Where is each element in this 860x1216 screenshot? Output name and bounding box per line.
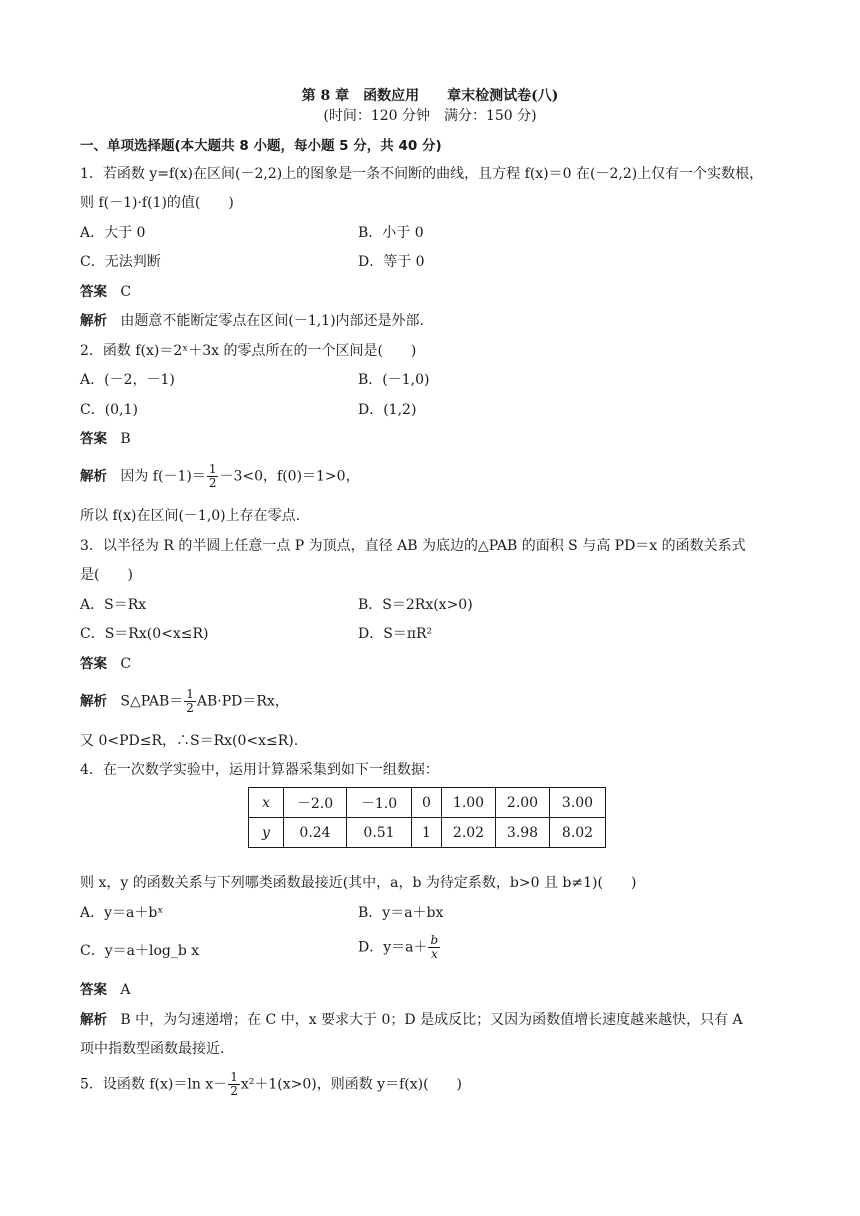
q5-stem-post: x²＋1(x>0)，则函数 y＝f(x)( ) [240, 1076, 462, 1093]
q2-option-d: D．(1,2) [358, 402, 417, 418]
fraction-denominator: 2 [230, 1084, 238, 1098]
q4-option-c: C．y＝a＋log_b x [80, 943, 200, 959]
page-title: 第 8 章 函数应用 章末检测试卷(八) [301, 88, 559, 104]
q4-analysis-line2: 项中指数型函数最接近. [80, 1041, 225, 1057]
q4-option-b: B．y＝a＋bx [358, 905, 444, 921]
q4-answer: A [120, 982, 131, 998]
page-subtitle: (时间：120 分钟 满分：150 分) [323, 108, 537, 124]
fraction-numerator: b [430, 933, 439, 947]
q2-analysis-pre: 因为 f(－1)＝ [120, 468, 206, 485]
q3-option-c: C．S＝Rx(0<x≤R) [80, 626, 209, 642]
table-cell: 3.98 [496, 818, 550, 848]
q1-stem-line1: 1．若函数 y=f(x)在区间(－2,2)上的图象是一条不间断的曲线，且方程 f(x)＝0 在(－2,2)上仅有一个实数根， [80, 166, 764, 182]
q1-analysis: 由题意不能断定零点在区间(－1,1)内部还是外部. [120, 313, 424, 329]
q5-stem [80, 1071, 462, 1098]
fraction-denominator: x [430, 947, 438, 961]
table-cell: 1 [412, 818, 442, 848]
fraction-numerator: 1 [230, 1070, 238, 1084]
q3-analysis-row [80, 688, 289, 715]
q2-answer: B [120, 431, 131, 447]
fraction [428, 934, 440, 961]
q4-option-d-pre: D．y＝a＋ [358, 939, 428, 956]
analysis-label: 解析 [80, 468, 107, 485]
answer-label: 答案 [80, 284, 107, 300]
analysis-label: 解析 [80, 313, 107, 329]
q3-analysis-post: AB·PD＝Rx， [196, 693, 289, 710]
q2-option-b: B．(－1,0) [358, 372, 430, 388]
table-cell: 2.02 [442, 818, 496, 848]
table-cell: 3.00 [550, 788, 606, 818]
q4-answer-row [80, 980, 130, 1000]
fraction [184, 688, 196, 715]
table-cell: 1.00 [442, 788, 496, 818]
analysis-label: 解析 [80, 693, 107, 710]
data-table [248, 787, 606, 848]
q3-answer: C [120, 656, 132, 672]
q1-analysis-row [80, 311, 424, 331]
table-cell: x [249, 788, 284, 818]
q3-option-a: A．S＝Rx [80, 597, 147, 613]
fraction [228, 1071, 240, 1098]
q3-option-d: D．S＝πR² [358, 626, 433, 642]
q2-analysis-row [80, 463, 360, 490]
analysis-label: 解析 [80, 1012, 107, 1028]
q4-option-d [358, 934, 441, 961]
q2-stem: 2．函数 f(x)＝2ˣ＋3x 的零点所在的一个区间是( ) [80, 343, 417, 359]
table-cell: －2.0 [284, 788, 347, 818]
table-cell: 8.02 [550, 818, 606, 848]
section-heading: 一、单项选择题(本大题共 8 小题，每小题 5 分，共 40 分) [80, 138, 442, 154]
q4-stem2: 则 x，y 的函数关系与下列哪类函数最接近(其中，a，b 为待定系数，b>0 且 b≠1)( ) [80, 875, 637, 891]
q4-stem: 4．在一次数学实验中，运用计算器采集到如下一组数据： [80, 762, 439, 778]
fraction-denominator: 2 [186, 701, 194, 715]
fraction [207, 463, 219, 490]
q1-option-a: A．大于 0 [80, 225, 146, 241]
table-cell: －1.0 [347, 788, 412, 818]
answer-label: 答案 [80, 431, 107, 447]
table-cell: 0.24 [284, 818, 347, 848]
answer-label: 答案 [80, 982, 107, 998]
table-cell: 0 [412, 788, 442, 818]
q3-answer-row [80, 654, 131, 674]
answer-label: 答案 [80, 656, 107, 672]
q3-analysis-pre: S△PAB＝ [120, 693, 184, 710]
q1-stem-line2: 则 f(－1)·f(1)的值( ) [80, 195, 234, 211]
q1-option-b: B．小于 0 [358, 225, 424, 241]
table-cell: y [249, 818, 284, 848]
q2-option-c: C．(0,1) [80, 402, 138, 418]
table-row [249, 818, 606, 848]
fraction-denominator: 2 [208, 476, 217, 490]
q2-option-a: A．(－2，－1) [80, 372, 175, 388]
table-row [249, 788, 606, 818]
q2-analysis-post: －3<0，f(0)＝1>0， [219, 468, 360, 485]
fraction-numerator: 1 [208, 462, 217, 476]
table-cell: 0.51 [347, 818, 412, 848]
table-cell: 2.00 [496, 788, 550, 818]
q2-analysis-line2: 所以 f(x)在区间(－1,0)上存在零点. [80, 508, 301, 524]
q5-stem-pre: 5．设函数 f(x)＝ln x－ [80, 1076, 228, 1093]
q3-stem-line1: 3．以半径为 R 的半圆上任意一点 P 为顶点，直径 AB 为底边的△PAB 的面积 S 与高 PD＝x 的函数关系式 [80, 538, 746, 554]
fraction-numerator: 1 [186, 687, 194, 701]
q1-option-d: D．等于 0 [358, 254, 425, 270]
q1-answer-row [80, 282, 131, 302]
q3-analysis-line2: 又 0<PD≤R，∴S＝Rx(0<x≤R). [80, 733, 299, 749]
q1-answer: C [120, 284, 132, 300]
q2-answer-row [80, 429, 131, 449]
q4-option-a: A．y＝a＋bˣ [80, 905, 164, 921]
q4-analysis-row [80, 1010, 743, 1030]
q3-option-b: B．S＝2Rx(x>0) [358, 597, 473, 613]
q1-option-c: C．无法判断 [80, 254, 161, 270]
q3-stem-line2: 是( ) [80, 567, 133, 583]
q4-analysis-line1: B 中，为匀速递增；在 C 中，x 要求大于 0；D 是成反比；又因为函数值增长速度越来越快，只有 A [120, 1012, 743, 1028]
